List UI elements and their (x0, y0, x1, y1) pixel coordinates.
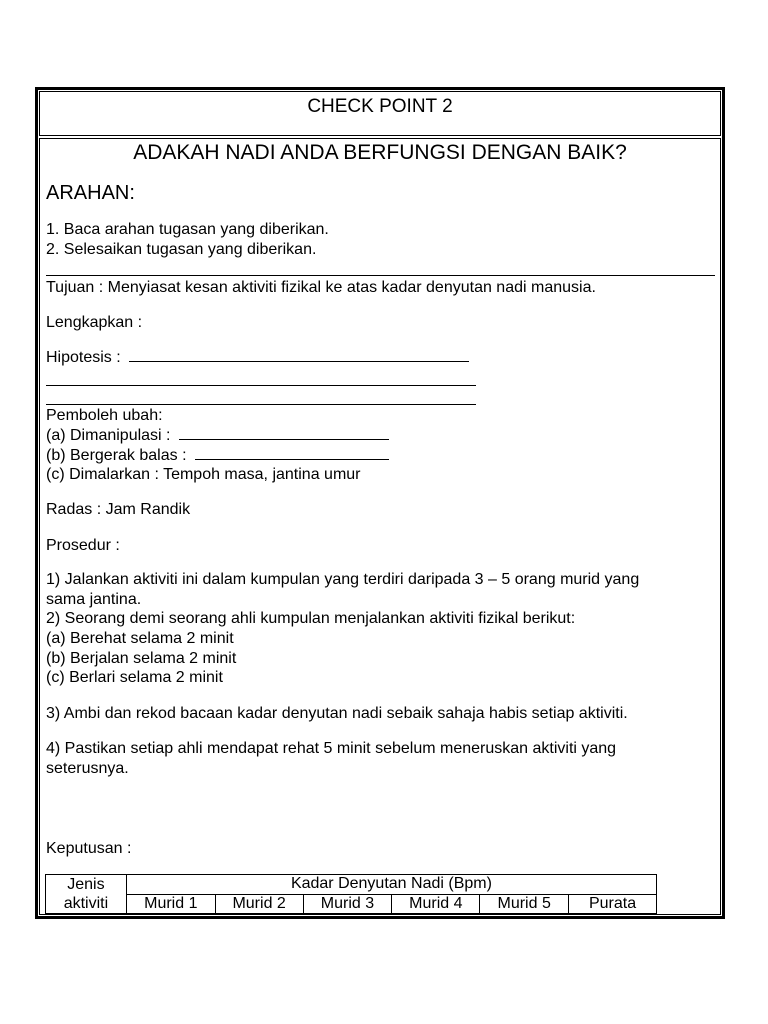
prosedur-heading: Prosedur : (46, 537, 120, 554)
jenis-header-line-2: aktiviti (63, 895, 109, 912)
hipotesis-blank-1[interactable] (129, 361, 469, 362)
arahan-heading: ARAHAN: (46, 182, 135, 204)
arahan-item-2: 2. Selesaikan tugasan yang diberikan. (46, 241, 317, 258)
table-header-row (46, 875, 657, 895)
hipotesis-row (46, 348, 469, 367)
bergerak-balas-label: (b) Bergerak balas : (46, 447, 187, 464)
pemboleh-ubah-heading: Pemboleh ubah: (46, 407, 163, 424)
murid-4-header: Murid 4 (392, 894, 480, 914)
prosedur-step-1-line-2: sama jantina. (46, 591, 142, 608)
bergerak-balas-row (46, 446, 389, 465)
dimanipulasi-blank[interactable] (179, 439, 389, 440)
purata-header: Purata (569, 894, 657, 914)
arahan-item-1: 1. Baca arahan tugasan yang diberikan. (46, 221, 329, 238)
hipotesis-blank-2[interactable] (46, 385, 476, 386)
prosedur-step-2b: (b) Berjalan selama 2 minit (46, 650, 237, 667)
jenis-aktiviti-header (46, 875, 127, 914)
murid-3-header: Murid 3 (303, 894, 392, 914)
dimanipulasi-row (46, 426, 389, 445)
prosedur-step-1-line-1: 1) Jalankan aktiviti ini dalam kumpulan yang terdiri daripada 3 – 5 orang murid yang (46, 571, 640, 588)
murid-2-header: Murid 2 (215, 894, 303, 914)
prosedur-step-4-line-2: seterusnya. (46, 760, 129, 777)
kadar-denyutan-header: Kadar Denyutan Nadi (Bpm) (126, 875, 656, 895)
page-title: CHECK POINT 2 (307, 96, 453, 117)
radas-text: Radas : Jam Randik (46, 501, 191, 518)
murid-5-header: Murid 5 (480, 894, 569, 914)
prosedur-step-2: 2) Seorang demi seorang ahli kumpulan menjalankan aktiviti fizikal berikut: (46, 610, 576, 627)
prosedur-step-2c: (c) Berlari selama 2 minit (46, 669, 223, 686)
hipotesis-blank-3[interactable] (46, 404, 476, 405)
prosedur-step-3: 3) Ambi dan rekod bacaan kadar denyutan nadi sebaik sahaja habis setiap aktiviti. (46, 705, 628, 722)
jenis-header-line-1: Jenis (67, 876, 105, 893)
keputusan-label: Keputusan : (46, 840, 132, 857)
prosedur-step-4-line-1: 4) Pastikan setiap ahli mendapat rehat 5 minit sebelum meneruskan aktiviti yang (46, 740, 617, 757)
hipotesis-label: Hipotesis : (46, 349, 121, 366)
title-box (39, 91, 721, 136)
lengkapkan-label: Lengkapkan : (46, 314, 143, 331)
section-divider (46, 275, 715, 276)
murid-1-header: Murid 1 (126, 894, 215, 914)
bergerak-balas-blank[interactable] (195, 459, 389, 460)
question-heading: ADAKAH NADI ANDA BERFUNGSI DENGAN BAIK? (133, 141, 627, 164)
dimalarkan-text: (c) Dimalarkan : Tempoh masa, jantina umur (46, 466, 361, 483)
results-table (45, 874, 657, 914)
table-subheader-row (46, 894, 657, 914)
tujuan-text: Tujuan : Menyiasat kesan aktiviti fizikal ke atas kadar denyutan nadi manusia. (46, 279, 596, 296)
prosedur-step-2a: (a) Berehat selama 2 minit (46, 630, 234, 647)
dimanipulasi-label: (a) Dimanipulasi : (46, 427, 171, 444)
